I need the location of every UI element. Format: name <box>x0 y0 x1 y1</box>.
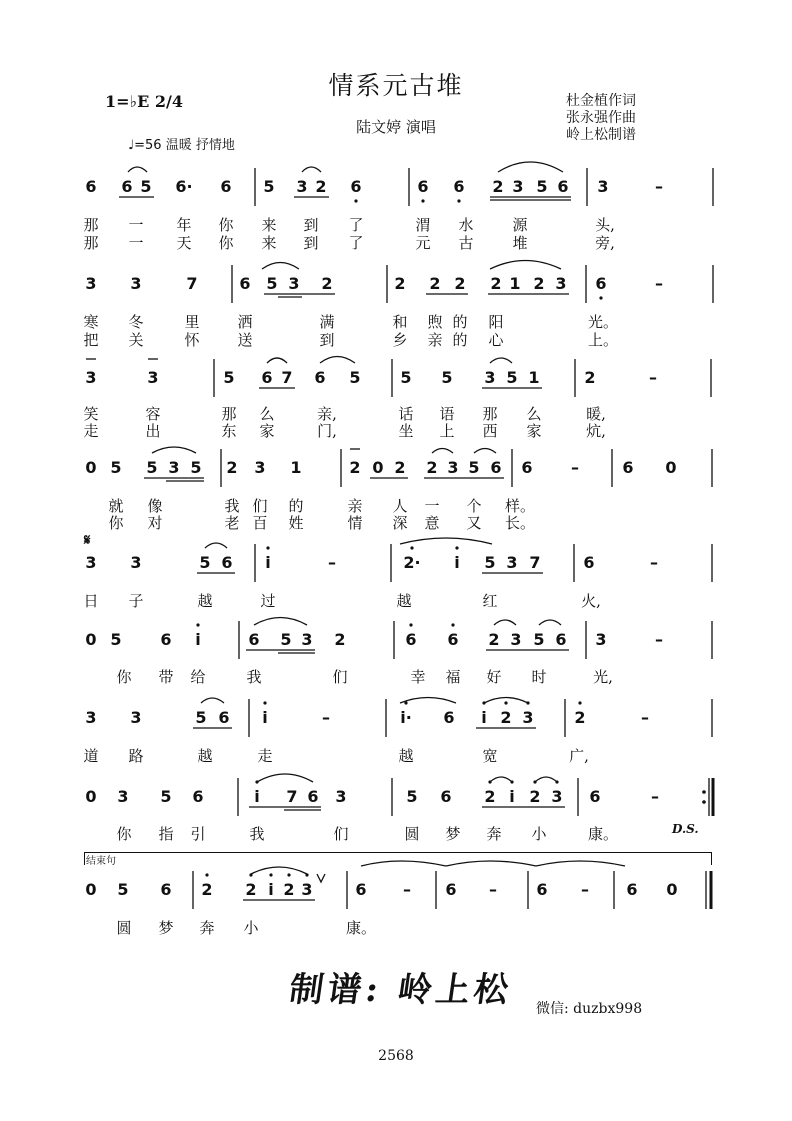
lyric: 送 <box>237 331 253 349</box>
lyric: 关 <box>128 331 144 349</box>
note: 1 <box>509 274 521 293</box>
lyric: 意 <box>424 514 440 532</box>
lyric: 你 <box>116 825 132 843</box>
lyric: 把 <box>83 331 99 349</box>
key-signature: 1=♭E 2/4 <box>105 92 183 111</box>
lyric: 的 <box>288 497 304 515</box>
lyric: 源 <box>512 216 528 234</box>
lyric: 又 <box>466 514 482 532</box>
lyric: 年 <box>176 216 192 234</box>
note: 3 <box>484 368 496 387</box>
note: i <box>195 630 201 649</box>
note: 3 <box>595 630 607 649</box>
note: 2 <box>584 368 596 387</box>
note: 6 <box>218 708 230 727</box>
lyric: 个 <box>466 497 482 515</box>
note: 6 <box>85 177 97 196</box>
lyric: 满 <box>319 313 335 331</box>
note: 2 <box>533 274 545 293</box>
note: – <box>322 708 330 727</box>
song-title: 情系元古堆 <box>328 71 464 100</box>
note: – <box>651 787 659 806</box>
lyric: 的 <box>452 313 468 331</box>
note: 2 <box>490 274 502 293</box>
note: 3 <box>597 177 609 196</box>
lyric: 水 <box>458 216 474 234</box>
lyric: 我 <box>224 497 240 515</box>
note: 7 <box>186 274 198 293</box>
note: 5 <box>223 368 235 387</box>
note: 6 <box>443 708 455 727</box>
note: 3 <box>85 368 97 387</box>
lyric: 心 <box>488 331 504 349</box>
note: 6 <box>314 368 326 387</box>
note: 5 <box>110 458 122 477</box>
lyric: 越 <box>396 592 412 610</box>
note: 6 <box>447 630 459 649</box>
note: i <box>268 880 274 899</box>
lyric: 你 <box>218 216 234 234</box>
note: 3 <box>168 458 180 477</box>
note: – <box>655 177 663 196</box>
note: 3 <box>85 274 97 293</box>
note: 5 <box>199 553 211 572</box>
note: 2 <box>488 630 500 649</box>
note: 6 <box>536 880 548 899</box>
lyric: 我 <box>249 825 265 843</box>
note: 3 <box>301 630 313 649</box>
lyric: 了 <box>348 234 364 252</box>
lyric: 路 <box>128 747 144 765</box>
note: 6 <box>589 787 601 806</box>
lyric: 带 <box>158 668 174 686</box>
lyric: 康。 <box>345 919 377 937</box>
note: 5 <box>280 630 292 649</box>
note: – <box>641 708 649 727</box>
note: 2 <box>574 708 586 727</box>
note: 3 <box>510 630 522 649</box>
lyric: 语 <box>439 405 455 423</box>
note: 7 <box>286 787 298 806</box>
lyric: 一 <box>128 216 144 234</box>
lyric: 亲 <box>427 331 443 349</box>
note: 5 <box>266 274 278 293</box>
note: 2 <box>283 880 295 899</box>
lyric: 上 <box>439 422 455 440</box>
note: 2 <box>500 708 512 727</box>
transcriber-credit: 岭上松制谱 <box>566 127 636 143</box>
note: 6 <box>595 274 607 293</box>
note: 5 <box>506 368 518 387</box>
note: 3 <box>85 708 97 727</box>
note: 5 <box>468 458 480 477</box>
lyric: 东 <box>221 422 237 440</box>
coda-label: 结束句 <box>86 856 116 867</box>
lyric: 那 <box>221 405 237 423</box>
lyric: 头, <box>595 216 615 234</box>
note: – <box>655 630 663 649</box>
lyricist-credit: 杜金植作词 <box>566 93 636 109</box>
note: 3 <box>130 553 142 572</box>
lyric: 元 <box>415 234 431 252</box>
lyric: 走 <box>83 422 99 440</box>
note: 2· <box>403 553 421 572</box>
lyric: 那 <box>482 405 498 423</box>
lyric: 到 <box>303 216 319 234</box>
lyric: 奔 <box>486 825 502 843</box>
lyric: 福 <box>445 668 461 686</box>
lyric: 宽 <box>482 747 498 765</box>
note: 2 <box>201 880 213 899</box>
note: 2 <box>529 787 541 806</box>
lyric: 一 <box>424 497 440 515</box>
note: 5 <box>110 630 122 649</box>
lyric: 来 <box>261 216 277 234</box>
note: 6 <box>417 177 429 196</box>
lyric: 上。 <box>587 331 619 349</box>
note: 6 <box>160 880 172 899</box>
note: 5 <box>349 368 361 387</box>
note: i· <box>400 708 412 727</box>
lyric: 冬 <box>128 313 144 331</box>
note: 6 <box>405 630 417 649</box>
note: 3 <box>296 177 308 196</box>
note: – <box>328 553 336 572</box>
note: 6 <box>355 880 367 899</box>
lyric: 暖, <box>586 405 606 423</box>
note: 2 <box>394 274 406 293</box>
lyric: 炕, <box>586 422 606 440</box>
lyric: 百 <box>252 514 268 532</box>
note: 3 <box>117 787 129 806</box>
note: 6 <box>490 458 502 477</box>
note: 0 <box>372 458 384 477</box>
lyric: 笑 <box>83 405 99 423</box>
note: 0 <box>85 458 97 477</box>
note: 5 <box>195 708 207 727</box>
lyric: 幸 <box>410 668 426 686</box>
lyric: 堆 <box>512 234 528 252</box>
lyric: 么 <box>526 405 542 423</box>
lyric: 长。 <box>504 514 536 532</box>
lyric: 天 <box>176 234 192 252</box>
note: 6 <box>192 787 204 806</box>
note: 2 <box>226 458 238 477</box>
lyric: 越 <box>197 592 213 610</box>
note: 1 <box>290 458 302 477</box>
note: 6 <box>220 177 232 196</box>
note: 6· <box>175 177 193 196</box>
note: i <box>454 553 460 572</box>
lyric: 就 <box>108 497 124 515</box>
lyric: 广, <box>569 747 589 765</box>
note: 3 <box>522 708 534 727</box>
note: 2 <box>321 274 333 293</box>
note: – <box>655 274 663 293</box>
lyric: 门, <box>317 422 337 440</box>
lyric: 人 <box>392 497 408 515</box>
lyric: 渭 <box>415 216 431 234</box>
note: 3 <box>85 553 97 572</box>
lyric: 情 <box>347 514 363 532</box>
lyric: 家 <box>526 422 542 440</box>
lyric: 家 <box>259 422 275 440</box>
lyric: 了 <box>348 216 364 234</box>
lyric: 给 <box>190 668 206 686</box>
note: 3 <box>335 787 347 806</box>
lyric: 越 <box>197 747 213 765</box>
lyric: 指 <box>158 825 174 843</box>
lyric: 深 <box>392 514 408 532</box>
note: i <box>481 708 487 727</box>
lyric: 寒 <box>83 313 99 331</box>
lyric: 对 <box>147 514 163 532</box>
note: 3 <box>254 458 266 477</box>
note: 0 <box>85 880 97 899</box>
note: – <box>489 880 497 899</box>
note: 6 <box>521 458 533 477</box>
note: 5 <box>484 553 496 572</box>
note: 6 <box>622 458 634 477</box>
note: 6 <box>221 553 233 572</box>
lyric: 走 <box>257 747 273 765</box>
lyric: 梦 <box>445 825 461 843</box>
lyric: 来 <box>261 234 277 252</box>
lyric: 光, <box>593 668 613 686</box>
note: 3 <box>555 274 567 293</box>
note: – <box>650 553 658 572</box>
lyric: 洒 <box>237 313 253 331</box>
lyric: 们 <box>333 825 349 843</box>
note: 5 <box>406 787 418 806</box>
lyric: 梦 <box>158 919 174 937</box>
note: 2 <box>334 630 346 649</box>
note: 0 <box>665 458 677 477</box>
note: 2 <box>454 274 466 293</box>
lyric: 时 <box>531 668 547 686</box>
note: 3 <box>506 553 518 572</box>
note: 5 <box>140 177 152 196</box>
lyric: 样。 <box>504 497 536 515</box>
lyric: 们 <box>252 497 268 515</box>
lyric: 坐 <box>398 422 414 440</box>
lyric: 红 <box>482 592 498 610</box>
note: – <box>649 368 657 387</box>
lyric: 旁, <box>595 234 615 252</box>
note: 7 <box>281 368 293 387</box>
composer-credit: 张永强作曲 <box>566 110 636 126</box>
lyric: 小 <box>243 919 259 937</box>
note: 0 <box>85 787 97 806</box>
lyric: 里 <box>184 313 200 331</box>
note: 0 <box>85 630 97 649</box>
note: i <box>265 553 271 572</box>
note: 6 <box>583 553 595 572</box>
singer-credit: 陆文婷 演唱 <box>356 118 436 136</box>
note: 5 <box>536 177 548 196</box>
note: 6 <box>239 274 251 293</box>
lyric: 你 <box>116 668 132 686</box>
lyric: 话 <box>398 405 414 423</box>
lyric: 容 <box>145 405 161 423</box>
lyric: 出 <box>145 422 161 440</box>
note: i <box>509 787 515 806</box>
note: 5 <box>160 787 172 806</box>
note: 3 <box>130 708 142 727</box>
lyric: 亲, <box>317 405 337 423</box>
lyric: 阳 <box>488 313 504 331</box>
lyric: 的 <box>452 331 468 349</box>
lyric: 日 <box>83 592 99 610</box>
note: 2 <box>245 880 257 899</box>
note: 6 <box>350 177 362 196</box>
lyric: 道 <box>83 747 99 765</box>
note: 3 <box>301 880 313 899</box>
lyric: 你 <box>108 514 124 532</box>
note: 1 <box>528 368 540 387</box>
note: 6 <box>261 368 273 387</box>
note: 5 <box>117 880 129 899</box>
note: 6 <box>555 630 567 649</box>
lyric: 像 <box>147 497 163 515</box>
lyric: 子 <box>128 592 144 610</box>
note: 5 <box>441 368 453 387</box>
note: 2 <box>484 787 496 806</box>
transcriber-signature: 制谱: 岭上松 <box>286 970 515 1010</box>
lyric: 怀 <box>184 331 200 349</box>
note: 6 <box>160 630 172 649</box>
lyric: 好 <box>486 668 502 686</box>
note: 3 <box>551 787 563 806</box>
page-number: 2568 <box>378 1048 414 1064</box>
note: 6 <box>307 787 319 806</box>
lyric: 和 <box>392 313 408 331</box>
note: 6 <box>557 177 569 196</box>
lyric: 圆 <box>404 825 420 843</box>
note: 7 <box>529 553 541 572</box>
note: 2 <box>429 274 441 293</box>
note: 2 <box>315 177 327 196</box>
segno-sign: 𝄋 <box>84 531 91 549</box>
dal-segno-mark: D.S. <box>672 822 699 836</box>
note: 2 <box>394 458 406 477</box>
note: 6 <box>440 787 452 806</box>
note: – <box>403 880 411 899</box>
lyric: 到 <box>303 234 319 252</box>
lyric: 姓 <box>288 514 304 532</box>
note: 5 <box>146 458 158 477</box>
lyric: 到 <box>319 331 335 349</box>
lyric: 小 <box>531 825 547 843</box>
lyric: 一 <box>128 234 144 252</box>
note: 3 <box>130 274 142 293</box>
note: 5 <box>400 368 412 387</box>
lyric: 我 <box>246 668 262 686</box>
note: 3 <box>447 458 459 477</box>
note: 5 <box>263 177 275 196</box>
lyric: 乡 <box>392 331 408 349</box>
lyric: 越 <box>398 747 414 765</box>
note: i <box>254 787 260 806</box>
note: i <box>262 708 268 727</box>
note: 6 <box>121 177 133 196</box>
lyric: 圆 <box>116 919 132 937</box>
note: 3 <box>147 368 159 387</box>
note: 6 <box>445 880 457 899</box>
lyric: 康。 <box>587 825 619 843</box>
lyric: 光。 <box>587 313 619 331</box>
lyric: 们 <box>332 668 348 686</box>
lyric: 煦 <box>427 313 443 331</box>
note: 0 <box>666 880 678 899</box>
lyric: 么 <box>259 405 275 423</box>
note: 3 <box>288 274 300 293</box>
lyric: 你 <box>218 234 234 252</box>
wechat-contact: 微信: duzbx998 <box>536 1001 643 1017</box>
lyric: 老 <box>224 514 240 532</box>
lyric: 古 <box>458 234 474 252</box>
note: – <box>571 458 579 477</box>
note: 5 <box>190 458 202 477</box>
note: 2 <box>426 458 438 477</box>
lyric: 亲 <box>347 497 363 515</box>
lyric: 那 <box>83 216 99 234</box>
note: 6 <box>248 630 260 649</box>
note: 6 <box>626 880 638 899</box>
note: 2 <box>492 177 504 196</box>
note: 6 <box>453 177 465 196</box>
lyric: 那 <box>83 234 99 252</box>
lyric: 奔 <box>199 919 215 937</box>
note: 2 <box>349 458 361 477</box>
note: 5 <box>533 630 545 649</box>
note: – <box>581 880 589 899</box>
tempo-marking: ♩=56 温暖 抒情地 <box>128 138 235 153</box>
lyric: 引 <box>190 825 206 843</box>
lyric: 火, <box>581 592 601 610</box>
note: 3 <box>512 177 524 196</box>
lyric: 过 <box>260 592 276 610</box>
lyric: 西 <box>482 422 498 440</box>
